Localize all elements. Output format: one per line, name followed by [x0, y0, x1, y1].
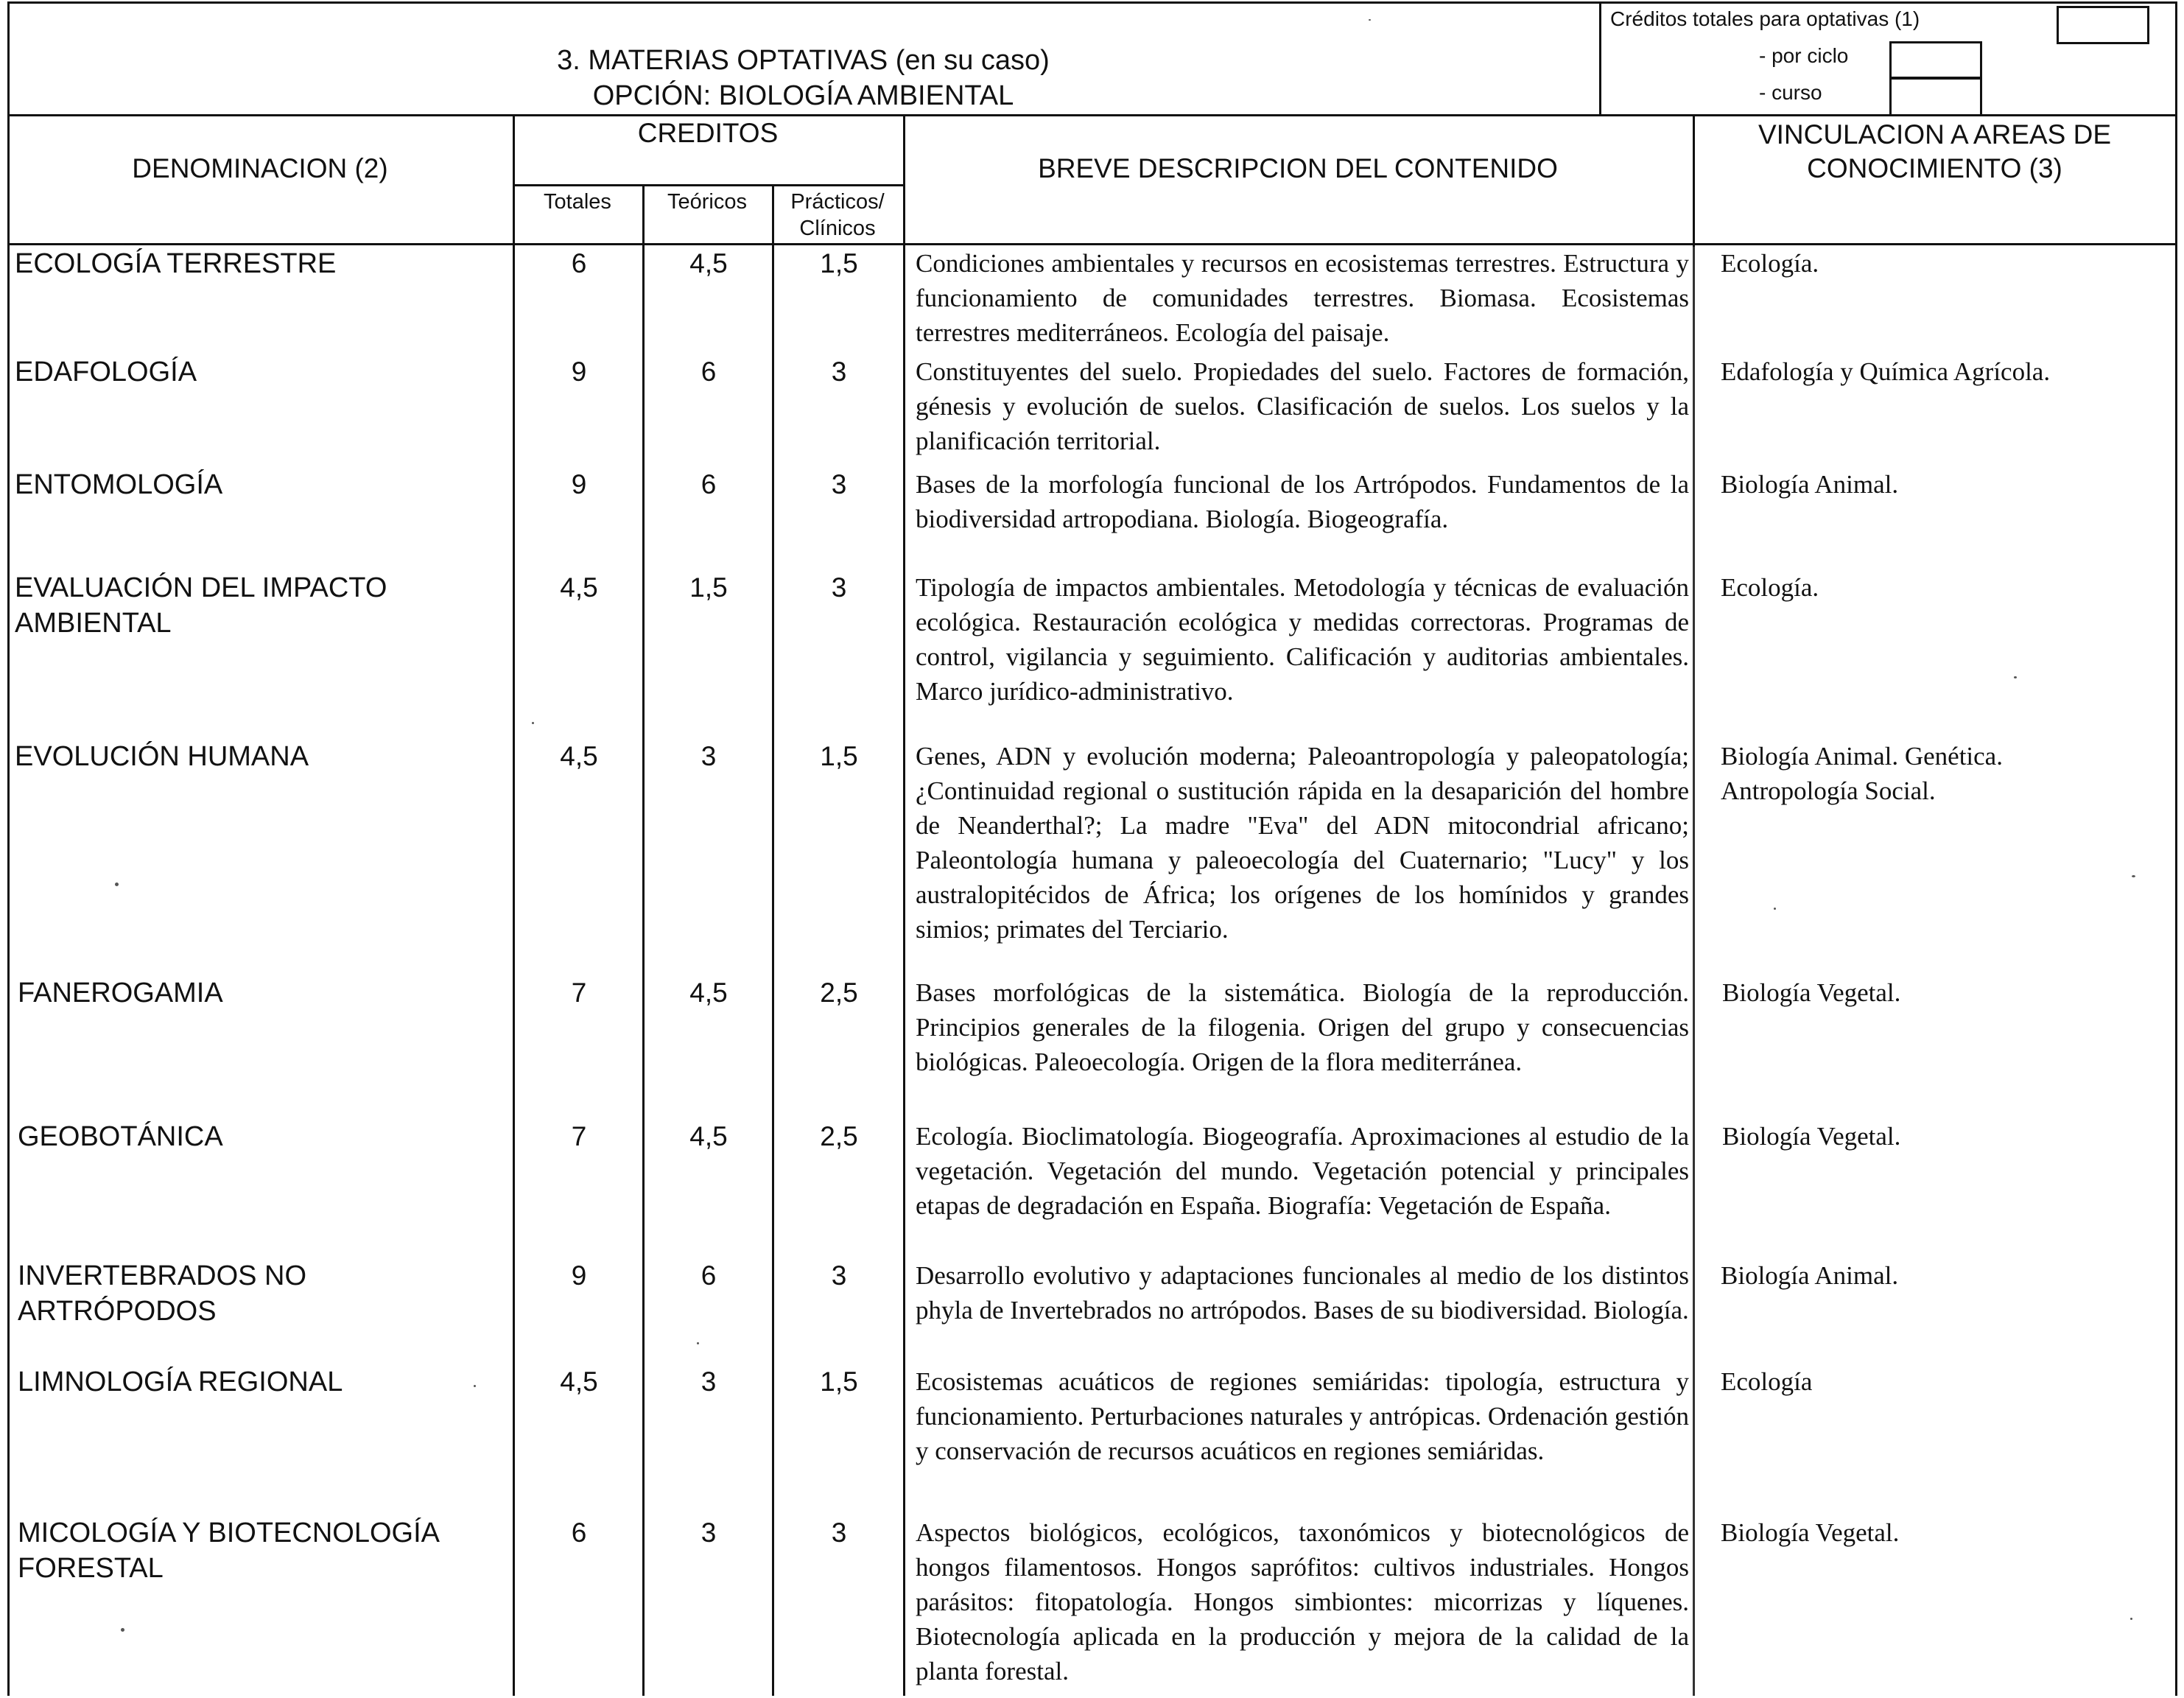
knowledge-area: Ecología: [1721, 1367, 1813, 1396]
credits-total: 6: [571, 248, 587, 278]
course-name: ENTOMOLOGÍA: [15, 469, 223, 500]
clinicos-heading: Clínicos: [799, 217, 876, 240]
credits-practice: 2,5: [820, 1121, 858, 1151]
knowledge-area: Ecología.: [1721, 249, 1819, 278]
course-description: Tipología de impactos ambientales. Metodología y técnicas de evaluación ecológica. Restauración ecológica y medidas correctoras. Programas de control, vigilancia y seguimiento. Calificación y auditorias ambientales. Marco jurídico-administrativo.: [916, 573, 1689, 706]
course-name: FANEROGAMIA: [18, 978, 223, 1008]
course-label: - curso: [1759, 81, 1822, 104]
course-name: EDAFOLOGÍA: [15, 357, 197, 387]
credits-total: 6: [571, 1518, 587, 1548]
vinculacion-heading-line1: VINCULACION A AREAS DE: [1758, 119, 2112, 150]
credits-practice: 1,5: [820, 741, 858, 771]
credits-theory: 3: [701, 741, 717, 771]
course-description: Bases de la morfología funcional de los Artrópodos. Fundamentos de la biodiversidad artropodiana. Biología. Biogeografía.: [916, 470, 1689, 533]
credits-total: 7: [571, 1121, 587, 1151]
knowledge-area: Biología Animal.: [1721, 1261, 1899, 1290]
section-title: 3. MATERIAS OPTATIVAS (en su caso): [557, 45, 1050, 76]
credits-theory: 4,5: [689, 978, 728, 1008]
per-cycle-label: - por ciclo: [1759, 44, 1849, 67]
creditos-heading: CREDITOS: [637, 118, 779, 148]
totales-heading: Totales: [544, 190, 611, 214]
course-description: Ecología. Bioclimatología. Biogeografía. Aproximaciones al estudio de la vegetación. Vegetación del mundo. Vegetación potencial y principales etapas de degradación en España. Biografía: Vegetación de España.: [916, 1122, 1689, 1220]
credits-practice: 3: [831, 357, 847, 387]
vinculacion-heading-line2: CONOCIMIENTO (3): [1807, 153, 2062, 183]
course-description: Desarrollo evolutivo y adaptaciones funcionales al medio de los distintos phyla de Invertebrados no artrópodos. Bases de su biodiversidad. Biología.: [916, 1261, 1689, 1325]
knowledge-area: Ecología.: [1721, 573, 1819, 602]
per-cycle-box[interactable]: [1889, 41, 1982, 80]
course-description: Bases morfológicas de la sistemática. Biología de la reproducción. Principios generales de la filogenia. Origen del grupo y consecuencias biológicas. Paleoecología. Origen de la flora mediterránea.: [916, 978, 1689, 1076]
credits-practice: 2,5: [820, 978, 858, 1008]
course-description: Constituyentes del suelo. Propiedades del suelo. Factores de formación, génesis y evolución de suelos. Clasificación de suelos. Los suelos y la planificación territorial.: [916, 357, 1689, 455]
credits-theory: 1,5: [689, 572, 728, 603]
credits-practice: 1,5: [820, 248, 858, 278]
credits-total: 9: [571, 357, 587, 387]
option-title: OPCIÓN: BIOLOGÍA AMBIENTAL: [592, 80, 1014, 111]
credits-practice: 3: [831, 1260, 847, 1291]
knowledge-area: Biología Animal.: [1721, 470, 1899, 499]
course-name: LIMNOLOGÍA REGIONAL: [18, 1367, 343, 1397]
course-name: ECOLOGÍA TERRESTRE: [15, 248, 337, 279]
knowledge-area: Biología Vegetal.: [1722, 978, 1901, 1007]
course-name: INVERTEBRADOS NO ARTRÓPODOS: [18, 1260, 307, 1327]
knowledge-area: Biología Vegetal.: [1722, 1122, 1901, 1151]
credits-theory: 6: [701, 357, 717, 387]
credits-theory: 3: [701, 1518, 717, 1548]
credits-theory: 3: [701, 1367, 717, 1397]
credits-total-box[interactable]: [2057, 6, 2149, 44]
credits-practice: 3: [831, 572, 847, 603]
knowledge-area: Biología Vegetal.: [1721, 1518, 1900, 1547]
course-name: EVOLUCIÓN HUMANA: [15, 741, 309, 772]
knowledge-area: Biología Animal. Genética. Antropología Social.: [1721, 742, 2003, 805]
credits-total: 9: [571, 1260, 587, 1291]
credits-total: 4,5: [560, 741, 598, 771]
credits-practice: 3: [831, 1518, 847, 1548]
credits-theory: 4,5: [689, 248, 728, 278]
course-description: Aspectos biológicos, ecológicos, taxonómicos y biotecnológicos de hongos filamentosos. Hongos saprófitos: cultivos industriales. Hongos parásitos: fitopatología. Hongos simbiontes: micorrizas y líquenes. Biotecnología aplicada en la producción y mejora de la calidad de la planta forestal.: [916, 1518, 1689, 1685]
credits-total-label: Créditos totales para optativas (1): [1610, 7, 1920, 30]
course-box[interactable]: [1889, 77, 1982, 116]
course-name: MICOLOGÍA Y BIOTECNOLOGÍA FORESTAL: [18, 1518, 438, 1584]
course-description: Condiciones ambientales y recursos en ecosistemas terrestres. Estructura y funcionamiento de comunidades terrestres. Biomasa. Ecosistemas terrestres mediterráneos. Ecología del paisaje.: [916, 249, 1689, 347]
denominacion-heading: DENOMINACION (2): [132, 153, 388, 183]
credits-theory: 4,5: [689, 1121, 728, 1151]
knowledge-area: Edafología y Química Agrícola.: [1721, 357, 2051, 386]
course-name: GEOBOTÁNICA: [18, 1121, 223, 1152]
credits-total: 4,5: [560, 572, 598, 603]
credits-total: 4,5: [560, 1367, 598, 1397]
credits-total: 7: [571, 978, 587, 1008]
course-description: Ecosistemas acuáticos de regiones semiáridas: tipología, estructura y funcionamiento. Perturbaciones naturales y antrópicas. Ordenación gestión y conservación de recursos acuáticos en regiones semiáridas.: [916, 1367, 1689, 1465]
credits-practice: 3: [831, 469, 847, 499]
credits-total: 9: [571, 469, 587, 499]
teoricos-heading: Teóricos: [667, 190, 747, 214]
descripcion-heading: BREVE DESCRIPCION DEL CONTENIDO: [1038, 153, 1558, 183]
practicos-heading: Prácticos/: [790, 190, 885, 214]
course-description: Genes, ADN y evolución moderna; Paleoantropología y paleopatología; ¿Continuidad regional o sustitución rápida en la desaparición del hombre de Neanderthal?; La madre "Eva" del ADN mitocondrial africano; Paleontología humana y paleoecología del Cuaternario; "Lucy" y los australopitécidos de África; los orígenes de los homínidos y grandes simios; primates del Terciario.: [916, 742, 1689, 944]
credits-theory: 6: [701, 1260, 717, 1291]
course-name: EVALUACIÓN DEL IMPACTO AMBIENTAL: [15, 572, 387, 639]
credits-practice: 1,5: [820, 1367, 858, 1397]
credits-theory: 6: [701, 469, 717, 499]
